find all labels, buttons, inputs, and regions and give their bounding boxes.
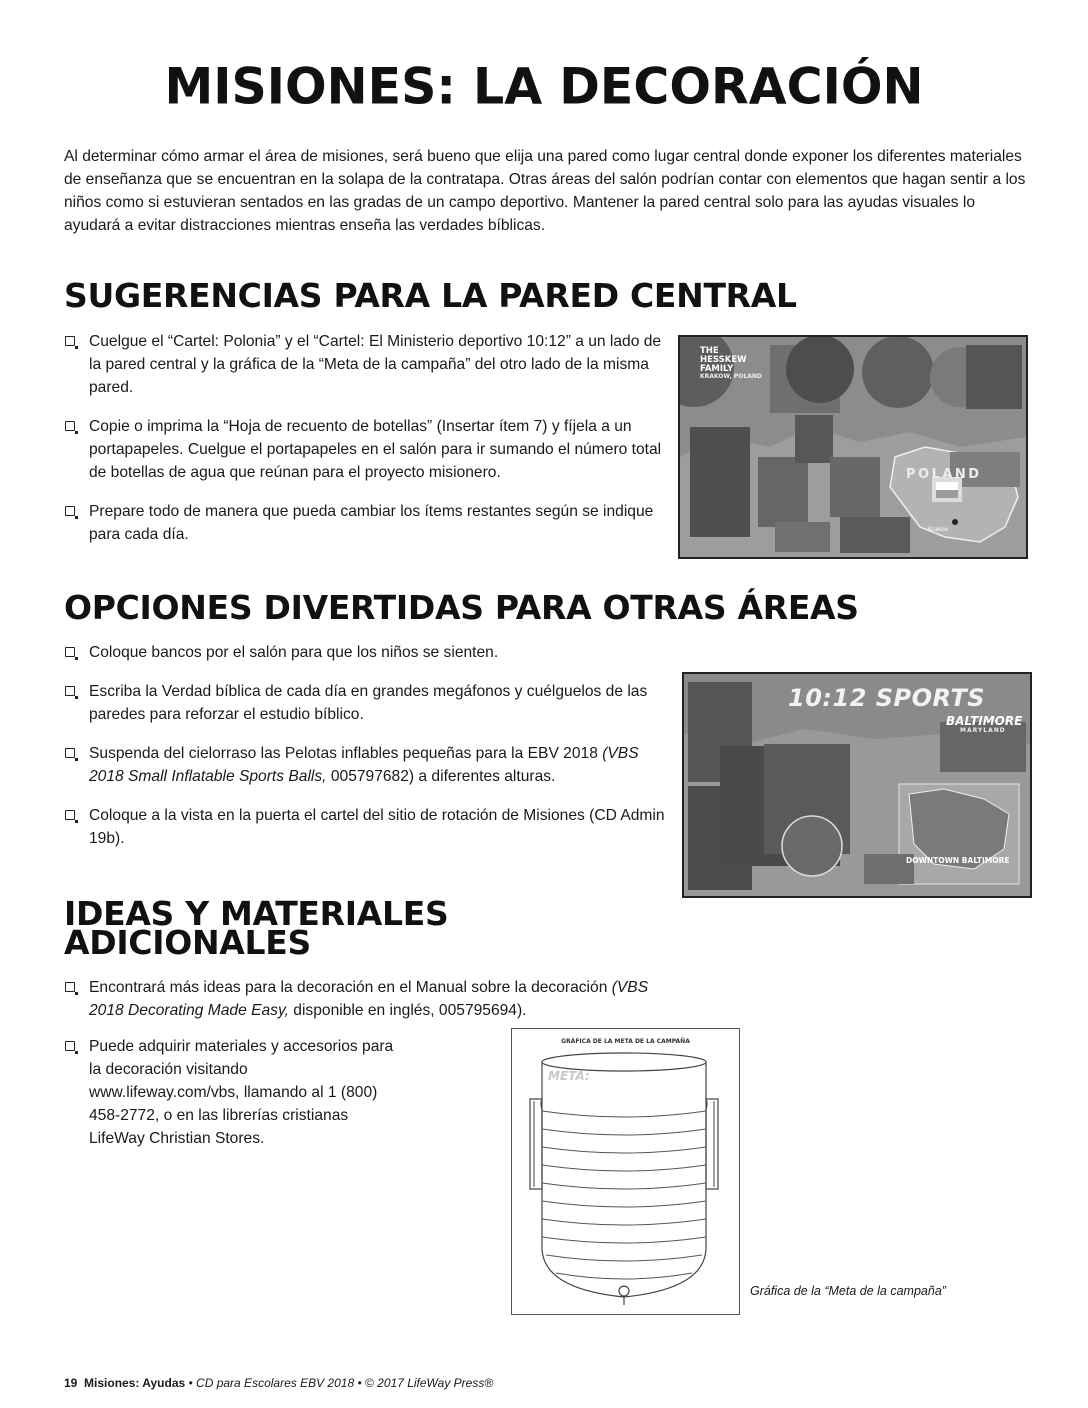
checkbox-bullet-icon — [65, 506, 75, 516]
poland-poster-image — [678, 335, 1028, 559]
checkbox-bullet-icon — [65, 686, 75, 696]
central-wall-list — [64, 330, 669, 546]
poster-country-label: POLAND — [906, 467, 982, 482]
list-item: Escriba la Verdad bíblica de cada día en grandes megáfonos y cuélguelos de las paredes para reforzar el estudio bíblico. — [64, 680, 669, 726]
checkbox-bullet-icon — [65, 810, 75, 820]
poster-location-label: KRAKOW, POLAND — [700, 373, 762, 380]
section-heading-ideas: IDEAS Y MATERIALES ADICIONALES — [64, 894, 449, 962]
checkbox-bullet-icon — [65, 982, 75, 992]
list-item: Coloque bancos por el salón para que los niños se sienten. — [64, 641, 669, 664]
section-heading-central-wall: SUGERENCIAS PARA LA PARED CENTRAL — [64, 276, 797, 315]
checkbox-bullet-icon — [65, 421, 75, 431]
poster-city-label: Krakow — [928, 527, 949, 533]
baltimore-poster-image — [682, 672, 1032, 898]
list-item: Cuelgue el “Cartel: Polonia” y el “Cartel: El Ministerio deportivo 10:12” a un lado de la pared central y la gráfica de la “Meta de la campaña” del otro lado de la misma pared. — [64, 330, 669, 399]
list-item: Prepare todo de manera que pueda cambiar los ítems restantes según se indique para cada día. — [64, 500, 669, 546]
goal-meta-label: META: — [548, 1069, 590, 1083]
checkbox-bullet-icon — [65, 647, 75, 657]
water-cooler-illustration — [512, 1029, 738, 1313]
section-heading-other-areas: OPCIONES DIVERTIDAS PARA OTRAS ÁREAS — [64, 588, 859, 627]
page-footer — [64, 1376, 493, 1390]
list-item: Encontrará más ideas para la decoración en el Manual sobre la decoración (VBS 2018 Decorating Made Easy, disponible en inglés, 005795694). — [64, 976, 674, 1022]
goal-chart-heading: GRÁFICA DE LA META DE LA CAMPAÑA — [561, 1038, 690, 1045]
ideas-list-item-2 — [64, 1035, 394, 1150]
poster-family-label: THE HESSKEW FAMILY — [700, 346, 747, 374]
footer-section: Misiones: Ayudas — [84, 1376, 186, 1390]
list-item: Coloque a la vista en la puerta el cartel del sitio de rotación de Misiones (CD Admin 19b). — [64, 804, 669, 850]
intro-paragraph: Al determinar cómo armar el área de misiones, será bueno que elija una pared como lugar central donde exponer los diferentes materiales de enseñanza que se encuentran en la solapa de la contratapa. Otras áreas del salón podrían contar con elementos que hagan sentir a los niños como si estuvieran sentados en las gradas de un campo deportivo. Mantener la pared central solo para las ayudas visuales lo ayudará a evitar distracciones mientras enseña las verdades bíblicas. — [64, 148, 1026, 234]
page-number: 19 — [64, 1376, 78, 1390]
checkbox-bullet-icon — [65, 336, 75, 346]
checkbox-bullet-icon — [65, 748, 75, 758]
footer-credit: • CD para Escolares EBV 2018 • © 2017 LifeWay Press® — [185, 1376, 494, 1390]
page-title: MISIONES: LA DECORACIÓN — [164, 57, 924, 116]
goal-chart-caption: Gráfica de la “Meta de la campaña” — [750, 1284, 946, 1298]
campaign-goal-chart — [511, 1028, 740, 1315]
poster-state-label: MARYLAND — [960, 727, 1006, 734]
checkbox-bullet-icon — [65, 1041, 75, 1051]
poster-district-label: DOWNTOWN BALTIMORE — [906, 856, 1010, 865]
list-item: Suspenda del cielorraso las Pelotas inflables pequeñas para la EBV 2018 (VBS 2018 Small Inflatable Sports Balls, 005797682) a diferentes alturas. — [64, 742, 669, 788]
list-item: Copie o imprima la “Hoja de recuento de botellas” (Insertar ítem 7) y fíjela a un portapapeles. Cuelgue el portapapeles en el salón para ir sumando el número total de botellas de agua que reúnan para el proyecto misionero. — [64, 415, 669, 484]
poster-sports-title: 10:12 SPORTS — [788, 684, 986, 712]
other-areas-list — [64, 641, 669, 850]
ideas-list-item-1 — [64, 976, 674, 1022]
poster-city-title: BALTIMORE — [946, 714, 1023, 728]
list-item: Puede adquirir materiales y accesorios para la decoración visitando www.lifeway.com/vbs, llamando al 1 (800) 458-2772, o en las librerías cristianas LifeWay Christian Stores. — [64, 1035, 394, 1150]
